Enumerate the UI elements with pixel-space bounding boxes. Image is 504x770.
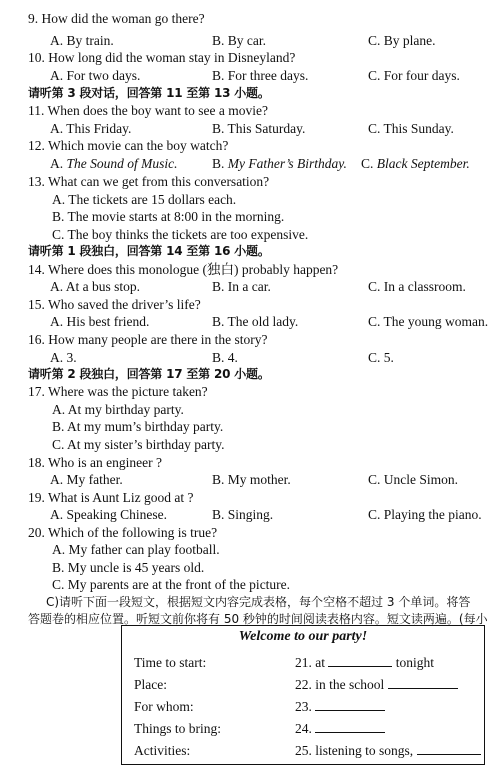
option-c: C. Black September. bbox=[361, 156, 470, 171]
option-a: A. 3. bbox=[50, 350, 77, 365]
option-c: C. By plane. bbox=[368, 33, 436, 48]
option-a: A. This Friday. bbox=[50, 121, 132, 136]
table-row bbox=[122, 697, 484, 717]
table-row bbox=[122, 653, 484, 673]
row-label: Things to bring: bbox=[134, 721, 221, 736]
option-a: A. His best friend. bbox=[50, 314, 150, 329]
option-b: B. Singing. bbox=[212, 507, 274, 522]
question-17: 17. Where was the picture taken? bbox=[28, 384, 208, 399]
section-heading-monologue-2: 请听第 2 段独白，回答第 17 至第 20 小题。 bbox=[28, 367, 270, 381]
option-b: B. For three days. bbox=[212, 68, 309, 83]
answer-blank[interactable] bbox=[388, 675, 458, 689]
row-value: 24. bbox=[295, 719, 385, 739]
section-heading-dialogue-3: 请听第 3 段对话，回答第 11 至第 13 小题。 bbox=[28, 86, 270, 100]
option-a: A. At my birthday party. bbox=[52, 402, 184, 417]
question-11: 11. When does the boy want to see a movie? bbox=[28, 103, 268, 118]
option-a: A. At a bus stop. bbox=[50, 279, 141, 294]
option-b: B. At my mum’s birthday party. bbox=[52, 419, 224, 434]
option-b: B. By car. bbox=[212, 33, 266, 48]
question-10: 10. How long did the woman stay in Disneyland? bbox=[28, 50, 296, 65]
option-c: C. The boy thinks the tickets are too expensive. bbox=[52, 227, 309, 242]
question-9-options bbox=[0, 32, 504, 50]
option-c: C. Playing the piano. bbox=[368, 507, 482, 522]
option-b: B. My mother. bbox=[212, 472, 291, 487]
section-heading-monologue-1: 请听第 1 段独白，回答第 14 至第 16 小题。 bbox=[28, 244, 270, 258]
option-c: C. This Sunday. bbox=[368, 121, 454, 136]
question-15-options bbox=[0, 313, 504, 331]
option-c: C. In a classroom. bbox=[368, 279, 466, 294]
answer-blank[interactable] bbox=[328, 653, 392, 667]
part-c-instructions-line-2: 答题卷的相应位置。听短文前你将有 50 秒钟的时间阅读表格内容。短文读两遍。(每小 bbox=[28, 612, 488, 626]
row-label: For whom: bbox=[134, 699, 194, 714]
question-14-options bbox=[0, 278, 504, 296]
option-a: A. My father can play football. bbox=[52, 542, 220, 557]
row-label: Place: bbox=[134, 677, 167, 692]
row-value: 25. listening to songs, bbox=[295, 741, 481, 761]
option-a: A. Speaking Chinese. bbox=[50, 507, 167, 522]
option-c: C. My parents are at the front of the picture. bbox=[52, 577, 291, 592]
question-12-options bbox=[0, 155, 504, 173]
table-title: Welcome to our party! bbox=[238, 629, 368, 644]
question-10-options bbox=[0, 67, 504, 85]
part-c-instructions-line-1: C)请听下面一段短文，根据短文内容完成表格，每个空格不超过 3 个单词。将答 bbox=[46, 595, 471, 609]
option-b: B. This Saturday. bbox=[212, 121, 306, 136]
answer-blank[interactable] bbox=[315, 697, 385, 711]
question-18: 18. Who is an engineer ? bbox=[28, 455, 162, 470]
question-19: 19. What is Aunt Liz good at ? bbox=[28, 490, 194, 505]
row-label: Activities: bbox=[134, 743, 191, 758]
question-16: 16. How many people are there in the story? bbox=[28, 332, 268, 347]
row-value: 21. at tonight bbox=[295, 655, 435, 670]
question-20: 20. Which of the following is true? bbox=[28, 525, 218, 540]
table-row bbox=[122, 675, 484, 695]
question-12: 12. Which movie can the boy watch? bbox=[28, 138, 229, 153]
option-c: C. For four days. bbox=[368, 68, 460, 83]
option-b: B. In a car. bbox=[212, 279, 271, 294]
question-15: 15. Who saved the driver’s life? bbox=[28, 297, 201, 312]
table-row bbox=[122, 719, 484, 739]
option-b: B. My uncle is 45 years old. bbox=[52, 560, 205, 575]
question-14: 14. Where does this monologue (独白) probably happen? bbox=[28, 262, 339, 277]
option-b: B. 4. bbox=[212, 350, 238, 365]
option-b: B. My Father’s Birthday. bbox=[212, 156, 347, 171]
question-13: 13. What can we get from this conversation? bbox=[28, 174, 270, 189]
option-b: B. The old lady. bbox=[212, 314, 299, 329]
party-table bbox=[121, 625, 485, 765]
answer-blank[interactable] bbox=[315, 719, 385, 733]
question-18-options bbox=[0, 471, 504, 489]
option-a: A. By train. bbox=[50, 33, 114, 48]
row-label: Time to start: bbox=[134, 655, 207, 670]
option-b: B. The movie starts at 8:00 in the morning. bbox=[52, 209, 285, 224]
option-c: C. At my sister’s birthday party. bbox=[52, 437, 225, 452]
option-a: A. The tickets are 15 dollars each. bbox=[52, 192, 237, 207]
option-a: A. For two days. bbox=[50, 68, 141, 83]
question-19-options bbox=[0, 506, 504, 524]
question-11-options bbox=[0, 120, 504, 138]
row-value: 22. in the school bbox=[295, 675, 458, 695]
option-c: C. The young woman. bbox=[368, 314, 489, 329]
option-c: C. Uncle Simon. bbox=[368, 472, 458, 487]
answer-blank[interactable] bbox=[417, 741, 481, 755]
table-row bbox=[122, 741, 484, 761]
question-9: 9. How did the woman go there? bbox=[28, 11, 205, 26]
option-c: C. 5. bbox=[368, 350, 394, 365]
row-value: 23. bbox=[295, 697, 385, 717]
option-a: A. The Sound of Music. bbox=[50, 156, 178, 171]
question-16-options bbox=[0, 349, 504, 367]
option-a: A. My father. bbox=[50, 472, 123, 487]
